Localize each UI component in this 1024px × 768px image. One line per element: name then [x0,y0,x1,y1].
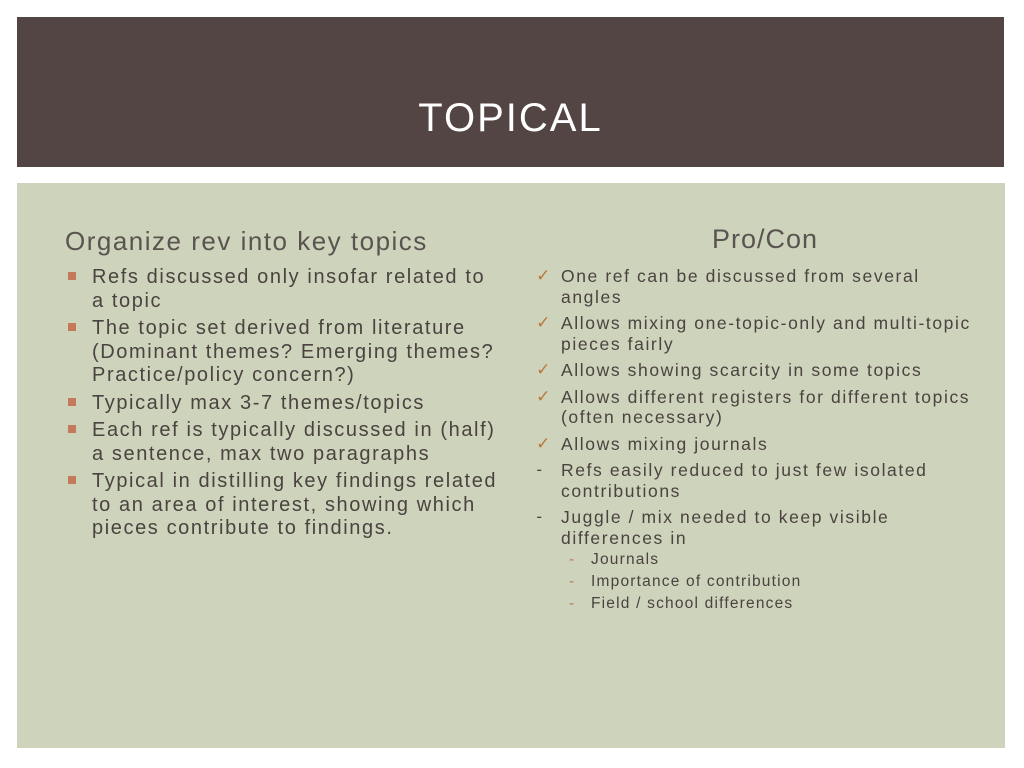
bullet-text: Typically max 3-7 themes/topics [92,391,426,414]
square-bullet-icon [68,398,76,406]
check-icon: ✓ [536,360,552,379]
list-item [65,317,505,388]
dash-icon: - [536,507,544,526]
sub-item [561,572,975,591]
list-item [65,419,505,466]
title-band [17,17,1004,167]
slide-title: TOPICAL [418,96,603,140]
check-icon: ✓ [536,266,552,285]
check-icon: ✓ [536,386,552,406]
dash-icon: - [569,551,576,568]
list-item [65,470,505,541]
square-bullet-icon [68,425,76,433]
bullet-text: The topic set derived from literature (Dominant themes? Emerging themes? Practice/policy concern?) [92,317,495,386]
pro-text: Allows mixing journals [561,433,769,454]
con-item [535,460,975,501]
square-bullet-icon [68,272,76,280]
sub-text: Importance of contribution [591,573,802,590]
pro-item [535,313,975,354]
right-heading: Pro/Con [711,224,819,254]
pro-item [535,434,975,455]
dash-icon: - [569,573,576,590]
con-text: Juggle / mix needed to keep visible differences in [561,507,890,548]
pro-con-list [535,266,975,613]
square-bullet-icon [68,323,76,331]
dash-icon: - [569,595,576,612]
con-sub-list [561,550,975,613]
left-heading: Organize rev into key topics [65,226,428,256]
pro-item [535,266,975,307]
pro-text: Allows mixing one-topic-only and multi-topic pieces fairly [561,313,971,354]
right-column [535,224,975,619]
square-bullet-icon [68,476,76,484]
check-icon: ✓ [536,313,552,332]
bullet-text: Refs discussed only insofar related to a topic [92,266,486,312]
pro-item [535,360,975,381]
list-item [65,266,505,313]
con-text: Refs easily reduced to just few isolated contributions [561,460,928,501]
sub-text: Journals [591,551,660,568]
con-item [535,507,975,613]
pro-text: One ref can be discussed from several angles [561,266,920,307]
list-item [65,392,505,416]
dash-icon: - [536,460,544,479]
left-column [65,224,505,545]
pro-text: Allows showing scarcity in some topics [561,360,923,380]
content-band [17,183,1005,748]
bullet-text: Typical in distilling key findings related to an area of interest, showing which pieces contribute to findings. [92,470,498,539]
bullet-text: Each ref is typically discussed in (half) a sentence, max two paragraphs [92,419,496,465]
left-bullet-list [65,266,505,541]
pro-text: Allows different registers for different topics (often necessary) [561,386,971,427]
check-icon: ✓ [536,433,552,453]
pro-item [535,387,975,428]
sub-text: Field / school differences [591,595,794,612]
sub-item [561,594,975,613]
sub-item [561,550,975,569]
